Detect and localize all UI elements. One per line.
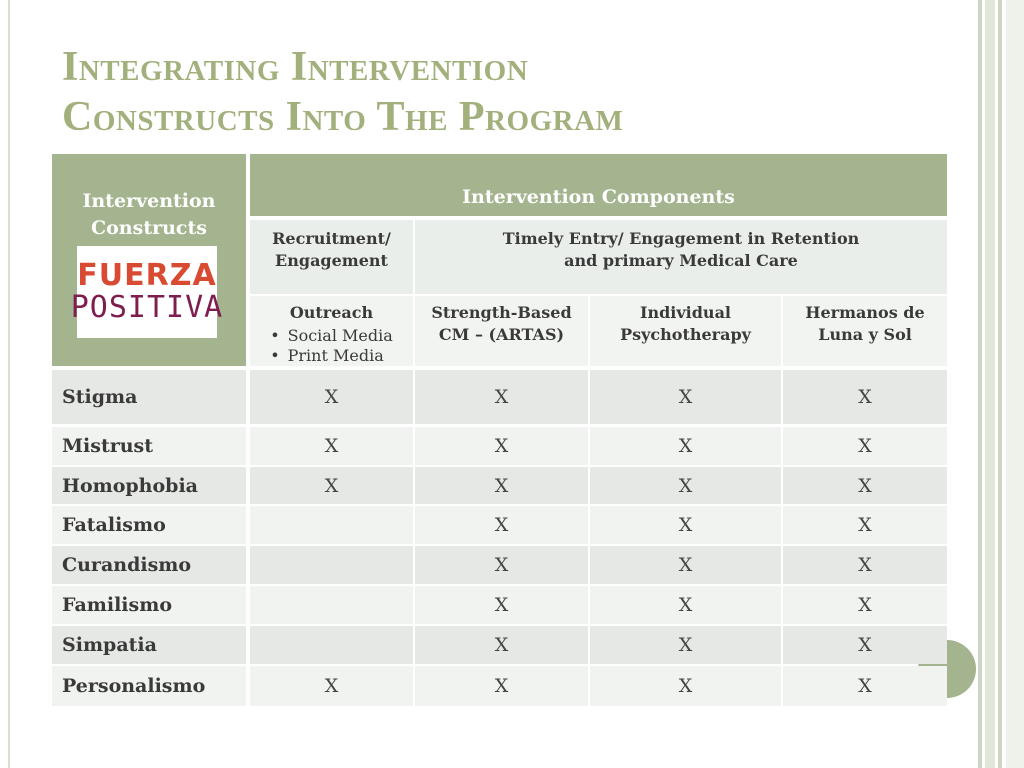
group-recruitment-line-2: Engagement <box>275 251 388 270</box>
table-cell-mark <box>250 586 413 624</box>
row-name-stigma: Stigma <box>52 370 246 424</box>
table-cell-mark: X <box>783 666 947 706</box>
table-cell-mark: X <box>590 467 781 504</box>
table-cell-mark: X <box>783 586 947 624</box>
right-decorative-band <box>978 0 982 768</box>
right-decorative-band <box>985 0 995 768</box>
table-cell-mark: X <box>783 370 947 424</box>
table-cell-mark: X <box>415 506 588 544</box>
table-cell-mark: X <box>590 427 781 465</box>
constructs-header-line-1: Intervention <box>82 190 216 212</box>
table-cell-mark <box>250 506 413 544</box>
group-retention-line-2: and primary Medical Care <box>564 251 798 270</box>
column-header-outreach-title: Outreach <box>289 303 374 322</box>
right-decorative-band <box>998 0 1002 768</box>
column-header-strength-based <box>415 296 588 366</box>
table-cell-mark: X <box>415 626 588 664</box>
group-recruitment-header <box>250 220 413 294</box>
table-cell-mark: X <box>250 467 413 504</box>
table-cell-mark: X <box>783 506 947 544</box>
row-name-fatalismo: Fatalismo <box>52 506 246 544</box>
right-decorative-band <box>1006 0 1024 768</box>
logo-line-2: POSITIVA <box>70 290 224 325</box>
left-decorative-rule <box>8 0 10 768</box>
outreach-bullet-item: • Social Media <box>270 326 393 346</box>
row-name-homophobia: Homophobia <box>52 467 246 504</box>
column-header-line-2: Psychotherapy <box>620 325 751 344</box>
group-retention-line-1: Timely Entry/ Engagement in Retention <box>502 229 860 248</box>
row-name-familismo: Familismo <box>52 586 246 624</box>
row-name-simpatia: Simpatia <box>52 626 246 664</box>
column-header-individual-psychotherapy <box>590 296 781 366</box>
table-cell-mark: X <box>590 506 781 544</box>
column-header-line-1: Strength-Based <box>431 303 572 322</box>
table-cell-mark: X <box>415 666 588 706</box>
table-cell-mark: X <box>783 626 947 664</box>
column-header-line-1: Individual <box>639 303 732 322</box>
logo-line-1: FUERZA <box>77 258 217 293</box>
column-header-line-2: Luna y Sol <box>818 325 912 344</box>
slide-title <box>62 42 623 142</box>
table-cell-mark: X <box>590 546 781 584</box>
constructs-table <box>52 154 947 706</box>
table-cell-mark: X <box>415 586 588 624</box>
constructs-header-cell <box>52 154 246 366</box>
column-header-hermanos <box>783 296 947 366</box>
table-cell-mark: X <box>250 427 413 465</box>
group-recruitment-line-1: Recruitment/ <box>272 229 391 248</box>
table-cell-mark: X <box>590 626 781 664</box>
row-name-curandismo: Curandismo <box>52 546 246 584</box>
table-cell-mark: X <box>415 427 588 465</box>
components-header-cell: Intervention Components <box>250 154 947 216</box>
table-cell-mark: X <box>590 586 781 624</box>
row-name-personalismo: Personalismo <box>52 666 246 706</box>
table-cell-mark: X <box>250 666 413 706</box>
table-cell-mark: X <box>590 370 781 424</box>
slide-title-line-1: Integrating Intervention <box>62 44 529 90</box>
slide-title-line-2: Constructs Into The Program <box>62 94 624 140</box>
outreach-bullet-list <box>270 326 393 366</box>
outreach-bullet-item: • Print Media <box>270 346 393 366</box>
row-name-mistrust: Mistrust <box>52 427 246 465</box>
column-header-outreach <box>250 296 413 366</box>
column-header-line-2: CM – (ARTAS) <box>438 325 565 344</box>
group-retention-header <box>415 220 947 294</box>
table-cell-mark: X <box>783 546 947 584</box>
column-header-line-1: Hermanos de <box>805 303 925 322</box>
table-cell-mark <box>250 626 413 664</box>
table-cell-mark: X <box>415 467 588 504</box>
table-cell-mark <box>250 546 413 584</box>
table-cell-mark: X <box>250 370 413 424</box>
table-cell-mark: X <box>415 546 588 584</box>
table-cell-mark: X <box>783 467 947 504</box>
constructs-header-line-2: Constructs <box>91 217 207 239</box>
table-cell-mark: X <box>590 666 781 706</box>
table-cell-mark: X <box>415 370 588 424</box>
fuerza-positiva-logo <box>70 246 224 338</box>
table-cell-mark: X <box>783 427 947 465</box>
